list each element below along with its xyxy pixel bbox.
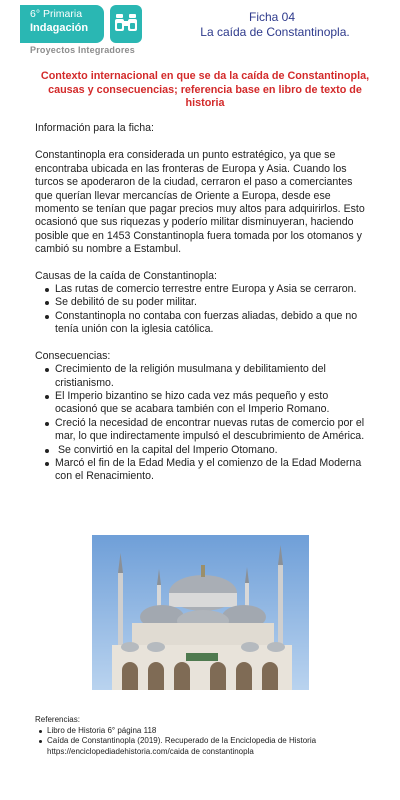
- causes-list: [35, 283, 370, 337]
- list-item: Se debilitó de su poder militar.: [35, 296, 370, 309]
- context-title: Contexto internacional en que se da la caída de Constantinopla, causas y consecuencias; referencia base en libro de texto de historia: [40, 70, 370, 109]
- references-list: [35, 726, 375, 758]
- intro-paragraph: Constantinopla era considerada un punto estratégico, ya que se encontraba ubicada en las fronteras de Europa y Asia. Cuando los turcos se apoderaron de la ciudad, cerraron el paso a comerciantes que querían llevar mercancías de Oriente a Europa, desde ese momento se tenían que pagar precios muy altos para adquirirlos. Esto ocasionó que sus riquezas y poderío militar disminuyeran, haciendo posible que en 1453 Constantinopla fuera tomada por los otomanos y cambió su nombre a Estambul.: [35, 149, 365, 256]
- causes-heading: Causas de la caída de Constantinopla:: [35, 269, 217, 282]
- consequences-list: [35, 363, 370, 484]
- subject-label: Indagación: [30, 22, 89, 34]
- main-content: [35, 122, 370, 497]
- grade-label: 6° Primaria: [30, 8, 83, 20]
- list-item: Caída de Constantinopla (2019). Recuperado de la Enciclopedia de Historia https://enciclopediadehistoria.com/caida de constantinopla: [35, 736, 375, 757]
- list-item: Se convirtió en la capital del Imperio Otomano.: [35, 444, 370, 457]
- list-item: El Imperio bizantino se hizo cada vez más pequeño y esto ocasionó que se acabara también con el Imperio Romano.: [35, 390, 370, 417]
- consequences-heading: Consecuencias:: [35, 349, 111, 362]
- grade-badge: [20, 5, 104, 43]
- references-heading: Referencias:: [35, 715, 80, 724]
- list-item: Las rutas de comercio terrestre entre Europa y Asia se cerraron.: [35, 283, 370, 296]
- list-item: Constantinopla no contaba con fuerzas aliadas, debido a que no tenía unión con la iglesia católica.: [35, 310, 370, 337]
- list-item: Crecimiento de la religión musulmana y debilitamiento del cristianismo.: [35, 363, 370, 390]
- mosque-photo: [92, 535, 309, 690]
- ficha-number: Ficha 04: [248, 10, 296, 24]
- ficha-title: La caída de Constantinopla.: [200, 25, 350, 39]
- references: [35, 715, 375, 757]
- info-label: Información para la ficha:: [35, 122, 154, 134]
- list-item: Libro de Historia 6° página 118: [35, 726, 375, 737]
- list-item: Marcó el fin de la Edad Media y el comienzo de la Edad Moderna con el Renacimiento.: [35, 457, 370, 484]
- list-item: Creció la necesidad de encontrar nuevas rutas de comercio por el mar, lo que indirectamente impulsó el descubrimiento de América.: [35, 417, 370, 444]
- page-header: [0, 0, 400, 62]
- program-label: Proyectos Integradores: [30, 45, 135, 55]
- binoculars-icon: [110, 5, 142, 43]
